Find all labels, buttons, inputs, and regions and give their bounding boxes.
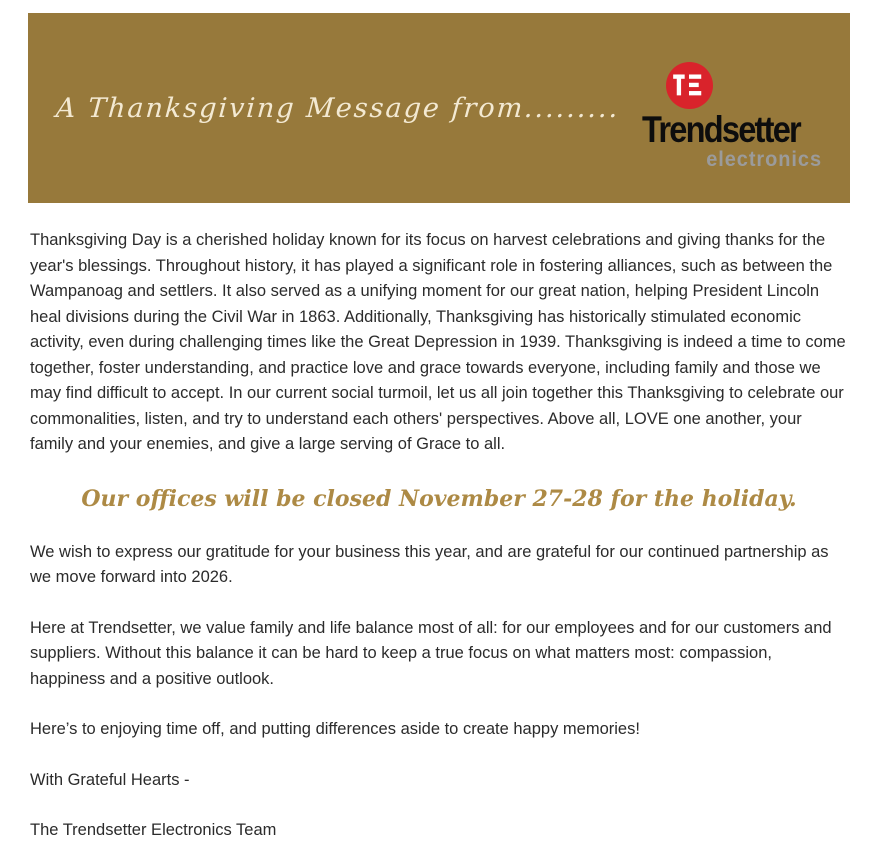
paragraph-intro: Thanksgiving Day is a cherished holiday known for its focus on harvest celebrations and giving thanks for the year's blessings. Throughout history, it has played a significant role in fostering alliances, such as between the Wampanoag and settlers. It also served as a unifying moment for our great nation, helping President Lincoln heal divisions during the Civil War in 1863. Additionally, Thanksgiving has historically stimulated economic activity, even during challenging times like the Great Depression in 1939. Thanksgiving is indeed a time to come together, foster understanding, and practice love and grace towards everyone, including family and those we may find difficult to accept. In our current social turmoil, let us all join together this Thanksgiving to celebrate our commonalities, listen, and try to understand each others' perspectives. Above all, LOVE one another, your family and your enemies, and give a large serving of Grace to all.	[30, 231, 846, 453]
te-monogram-icon	[671, 68, 707, 104]
paragraph-gratitude: We wish to express our gratitude for your business this year, and are grateful for our continued partnership as we move forward into 2026.	[30, 542, 829, 586]
banner-script-headline: A Thanksgiving Message from.........	[55, 92, 621, 124]
brand-name: Trendsetter	[641, 109, 800, 150]
brand-subtitle: electronics	[705, 148, 822, 171]
email-message	[0, 13, 878, 844]
trendsetter-logo	[642, 62, 822, 170]
te-monogram-badge	[666, 62, 713, 109]
header-banner	[28, 13, 850, 203]
paragraph-values: Here at Trendsetter, we value family and life balance most of all: for our employees and for our customers and suppliers. Without this balance it can be hard to keep a true focus on what matters most: compassion, happiness and a positive outlook.	[30, 618, 832, 688]
signoff: With Grateful Hearts -	[30, 770, 190, 789]
message-body	[0, 228, 878, 844]
signature: The Trendsetter Electronics Team	[30, 821, 277, 839]
paragraph-closing: Here’s to enjoying time off, and putting differences aside to create happy memories!	[30, 720, 640, 738]
office-closure-notice: Our offices will be closed November 27-28 for the holiday.	[81, 485, 797, 512]
